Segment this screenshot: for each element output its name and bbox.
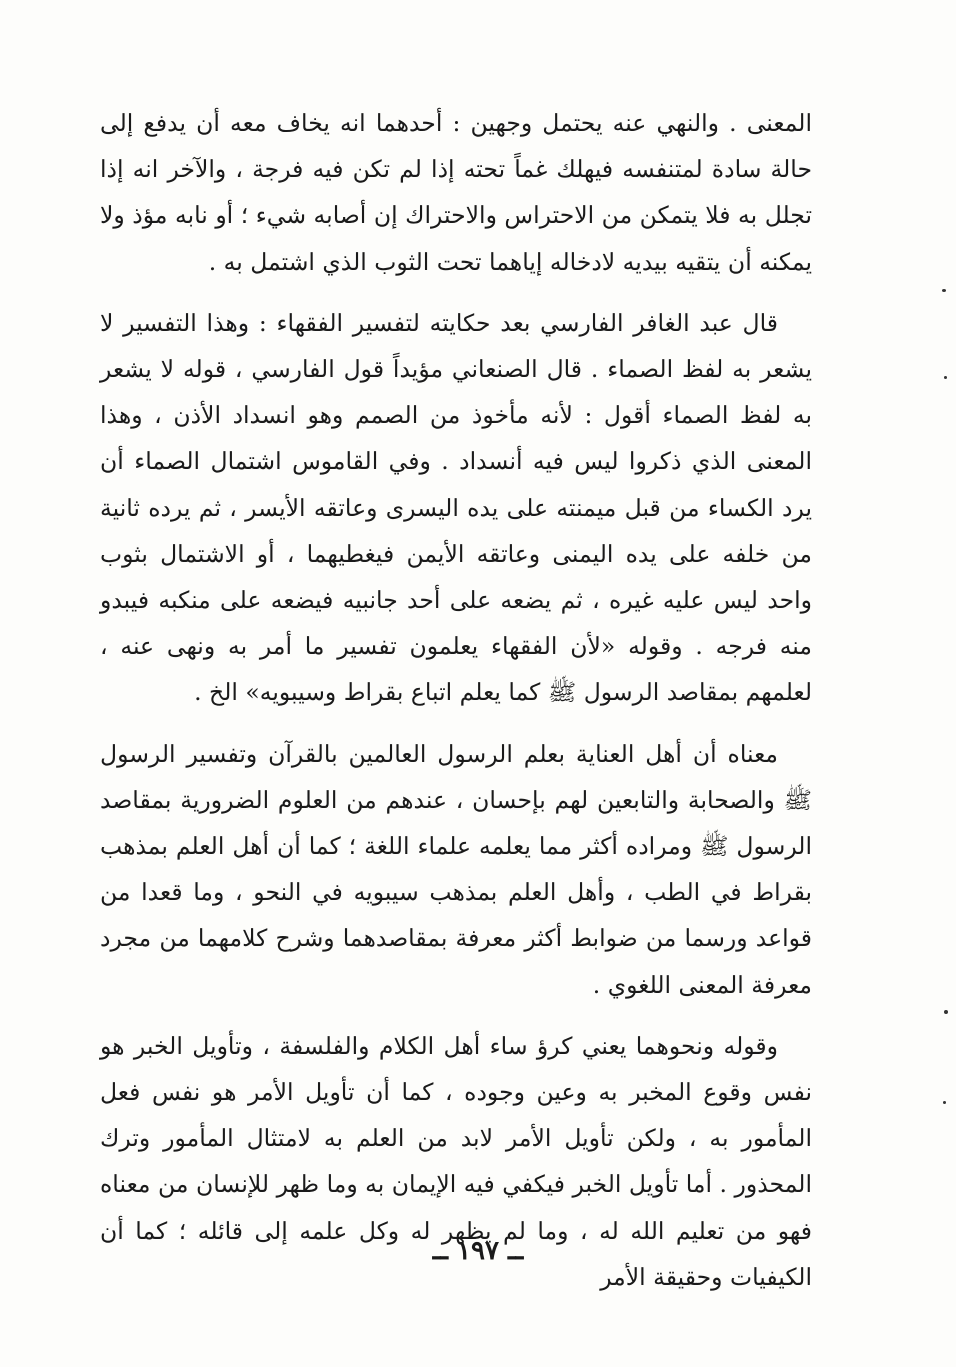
body-text: [100, 100, 812, 1300]
scan-speck: [944, 376, 947, 379]
paragraph-3: معناه أن أهل العناية بعلم الرسول العالمين بالقرآن وتفسير الرسول ﷺ والصحابة والتابعين لهم بإحسان ، عندهم من العلوم الضرورية بمقاصد الرسول ﷺ ومراده أكثر مما يعلمه علماء اللغة ؛ كما أن أهل العلم بمذهب بقراط في الطب ، وأهل العلم بمذهب سيبويه في النحو ، وما قعدا من قواعد ورسما من ضوابط أكثر معرفة بمقاصدهما وشرح كلامهما من مجرد معرفة المعنى اللغوي .: [100, 739, 812, 999]
paragraph-1: المعنى . والنهي عنه يحتمل وجهين : أحدهما انه يخاف معه أن يدفع إلى حالة سادة لمتنفسه فيهلك غماً تحته إذا لم تكن فيه فرجة ، والآخر انه إذا تجلل به فلا يتمكن من الاحتراس والاحتراك إن أصابه شيء ؛ أو نابه مؤذ ولا يمكنه أن يتقيه بيديه لادخاله إياهما تحت الثوب الذي اشتمل به .: [100, 109, 812, 276]
paragraph-4: وقوله ونحوهما يعني كرؤ ساء أهل الكلام والفلسفة ، وتأويل الخبر هو نفس وقوع المخبر به وعين وجوده ، كما أن تأويل الأمر هو نفس فعل المأمور به ، ولكن تأويل الأمر لابد من العلم به لامتثال المأمور وترك المحذور . أما تأويل الخبر فيكفي فيه الإيمان به وما ظهر للإنسان من معناه فهو من تعليم الله له ، وما لم يظهر له وكل علمه إلى قائله ؛ كما أن الكيفيات وحقيقة الأمر: [100, 1031, 812, 1291]
scan-speck: [943, 1101, 946, 1104]
scan-speck: [942, 289, 946, 292]
page-number: ــ ١٩٧ ــ: [432, 1236, 524, 1266]
paragraph-2: قال عبد الغافر الفارسي بعد حكايته لتفسير الفقهاء : وهذا التفسير لا يشعر به لفظ الصماء . قال الصنعاني مؤيداً قول الفارسي ، قوله لا يشعر به لفظ الصماء أقول : لأنه مأخوذ من الصمم وهو انسداد الأذن ، وهذا المعنى الذي ذكروا ليس فيه أنسداد . وفي القاموس اشتمال الصماء أن يرد الكساء من قبل ميمنته على يده اليسرى وعاتقه الأيسر ، ثم يرده ثانية من خلفه على يده اليمنى وعاتقه الأيمن فيغطيهما ، أو الاشتمال بثوب واحد ليس عليه غيره ، ثم يضعه على أحد جانبيه فيضعه على منكبه فيبدو منه فرجه . وقوله «لأن الفقهاء يعلمون تفسير ما أمر به ونهى عنه ، لعلمهم بمقاصد الرسول ﷺ كما يعلم اتباع بقراط وسيبويه» الخ .: [100, 308, 812, 707]
scan-speck: [944, 1010, 948, 1014]
